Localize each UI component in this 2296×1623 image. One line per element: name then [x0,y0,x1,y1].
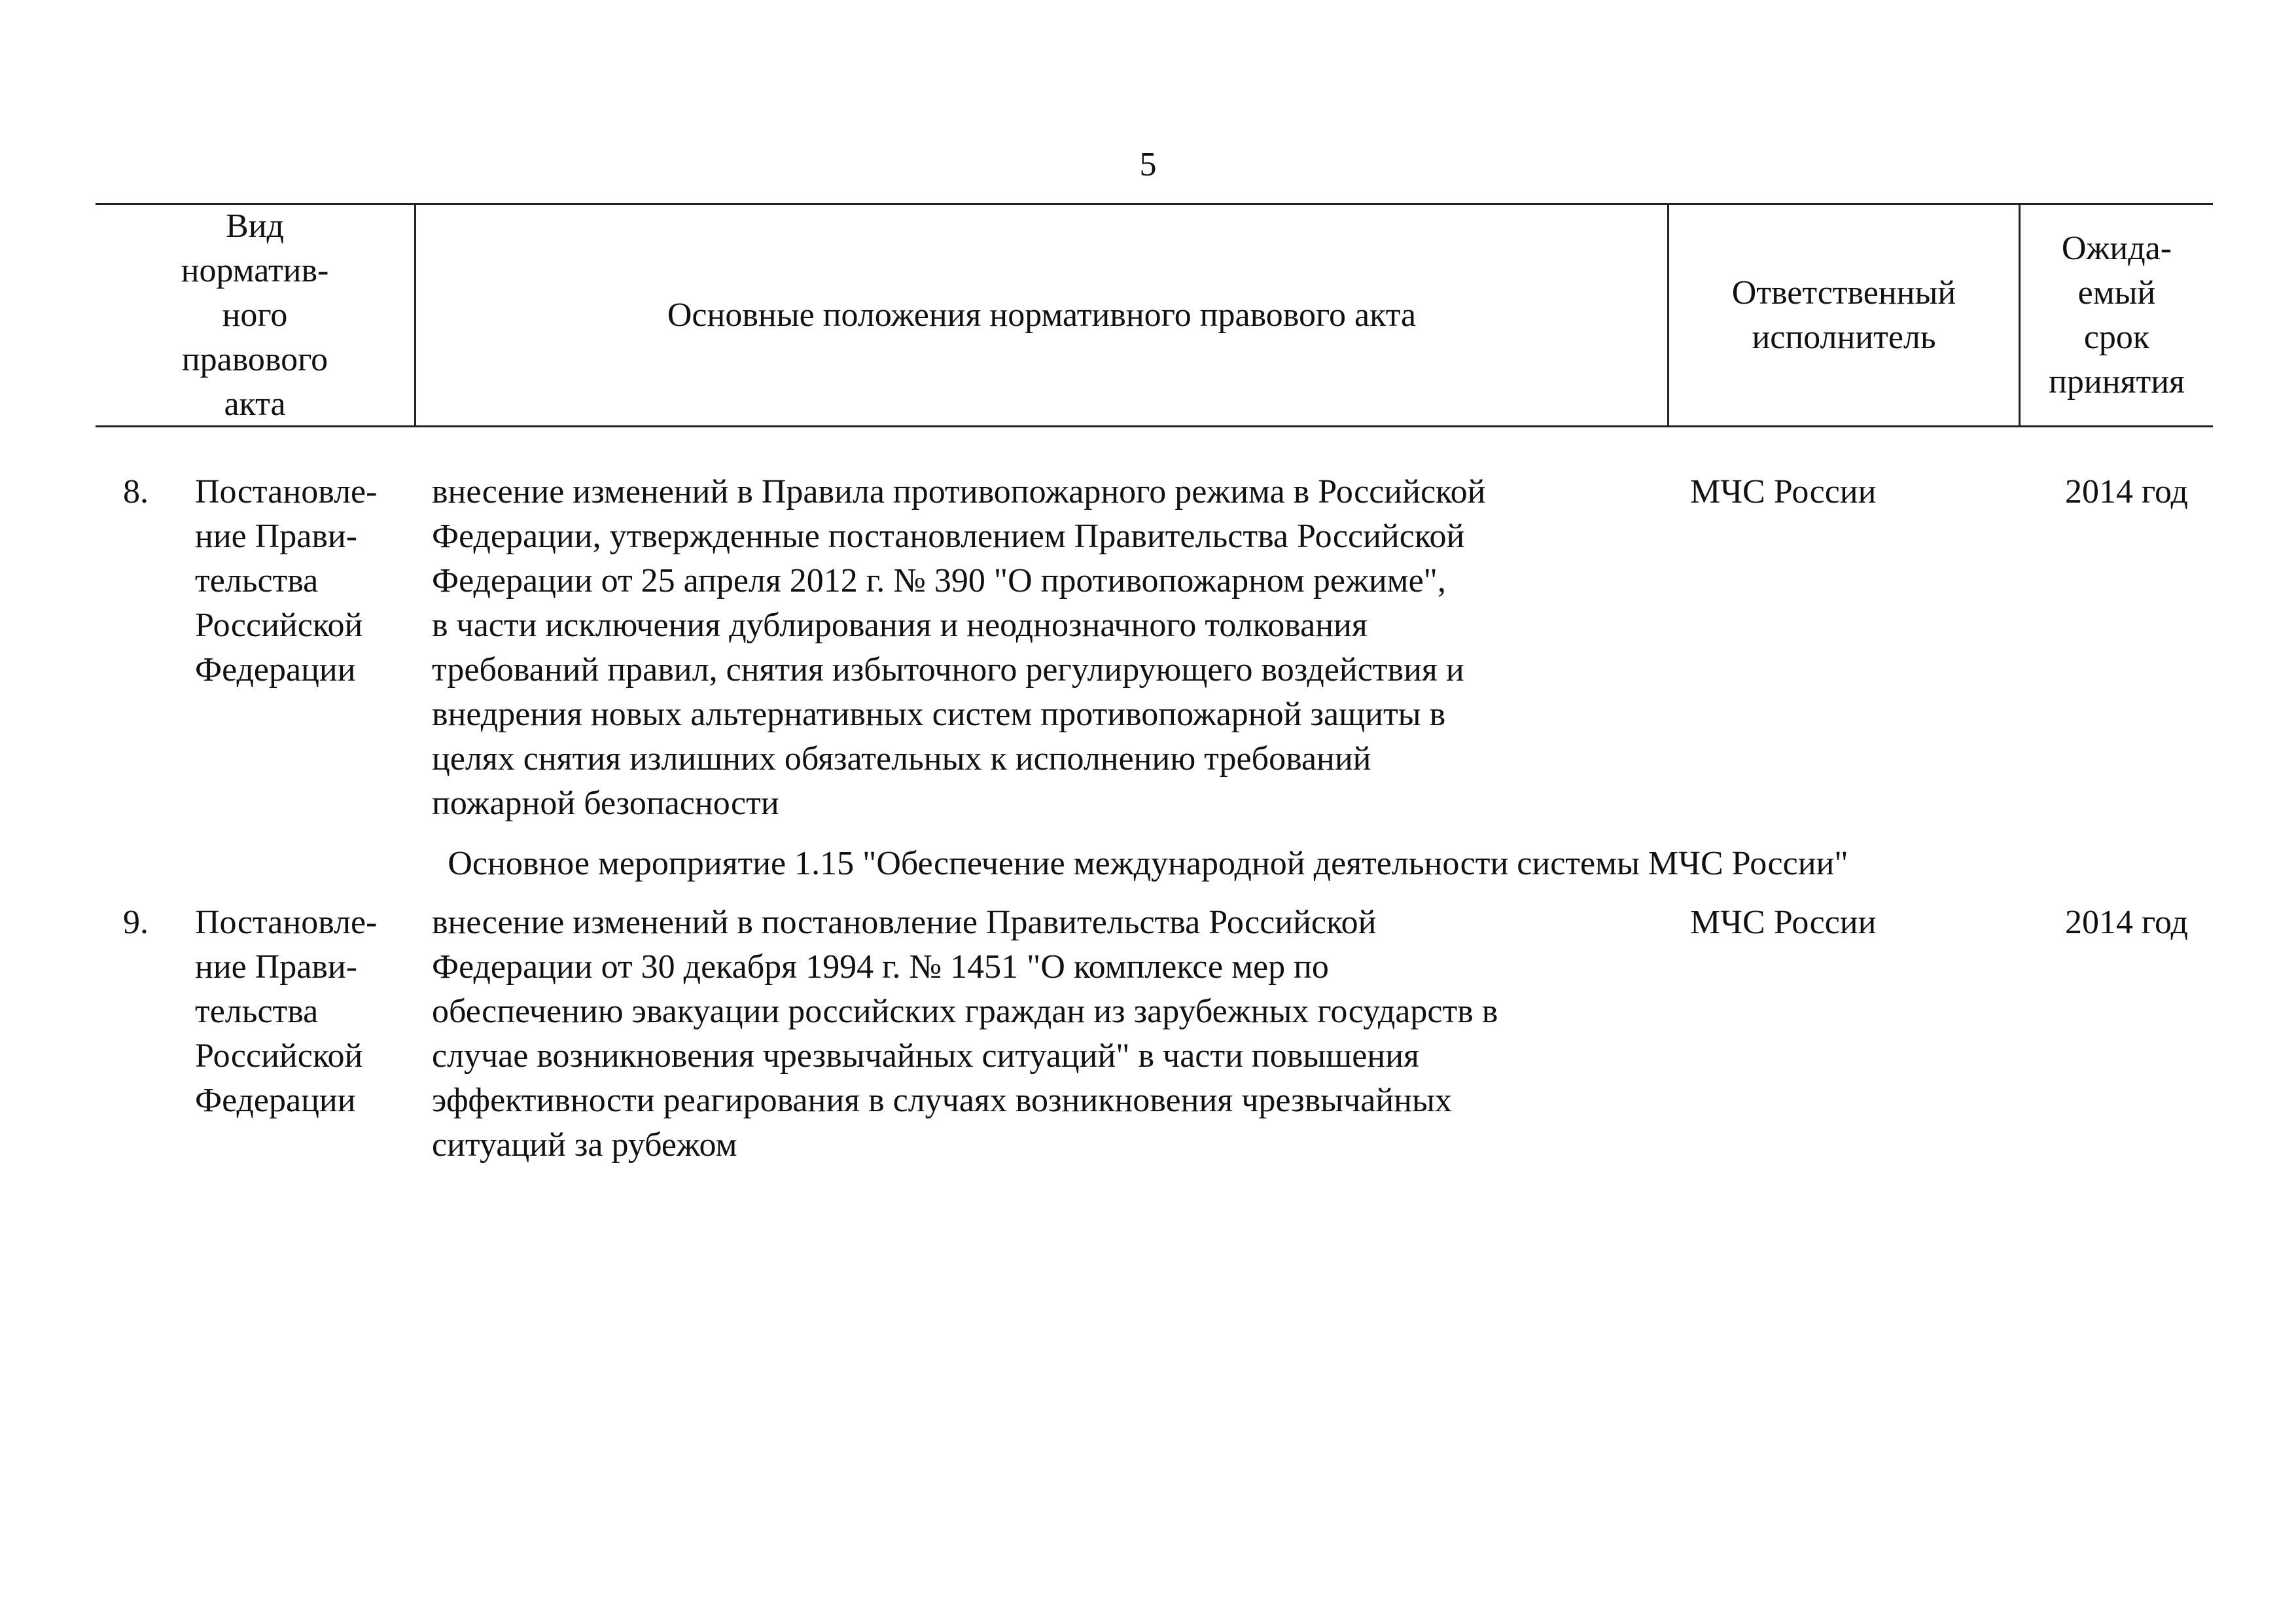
term-cell: 2014 год [2065,473,2188,510]
header-responsible: Ответственный исполнитель [1731,274,1956,356]
act-type-cell: Постановле- ние Прави- тельства Российской Федерации [195,473,378,688]
description-cell: внесение изменений в Правила противопожарного режима в Российской Федерации, утвержденные постановлением Правительства Российской Федерации от 25 апреля 2012 г. № 390 "О противопожарном режиме", в части исключения дублирования и неоднозначного толкования требований правил, снятия избыточного регулирующего воздействия и внедрения новых альтернативных систем противопожарной защиты в целях снятия излишних обязательных к исполнению требований пожарной безопасности [432,473,1486,822]
header-expected-term: Ожида- емый срок принятия [2049,230,2185,401]
row-number: 9. [123,904,149,941]
page-number: 5 [1139,146,1157,183]
header-act-type: Вид норматив- ного правового акта [181,207,329,423]
description-cell: внесение изменений в постановление Правительства Российской Федерации от 30 декабря 1994 г. № 1451 "О комплексе мер по обеспечению эвакуации российских граждан из зарубежных государств в случае возникновения чрезвычайных ситуаций" в части повышения эффективности реагирования в случаях возникновения чрезвычайных ситуаций за рубежом [432,904,1498,1164]
responsible-cell: МЧС России [1690,473,1877,510]
responsible-cell: МЧС России [1690,904,1877,941]
act-type-cell: Постановле- ние Прави- тельства Российской Федерации [195,904,378,1119]
term-cell: 2014 год [2065,904,2188,941]
header-main-provisions: Основные положения нормативного правового акта [667,296,1417,334]
section-title: Основное мероприятие 1.15 "Обеспечение международной деятельности системы МЧС России" [448,845,1848,882]
row-number: 8. [123,473,149,510]
